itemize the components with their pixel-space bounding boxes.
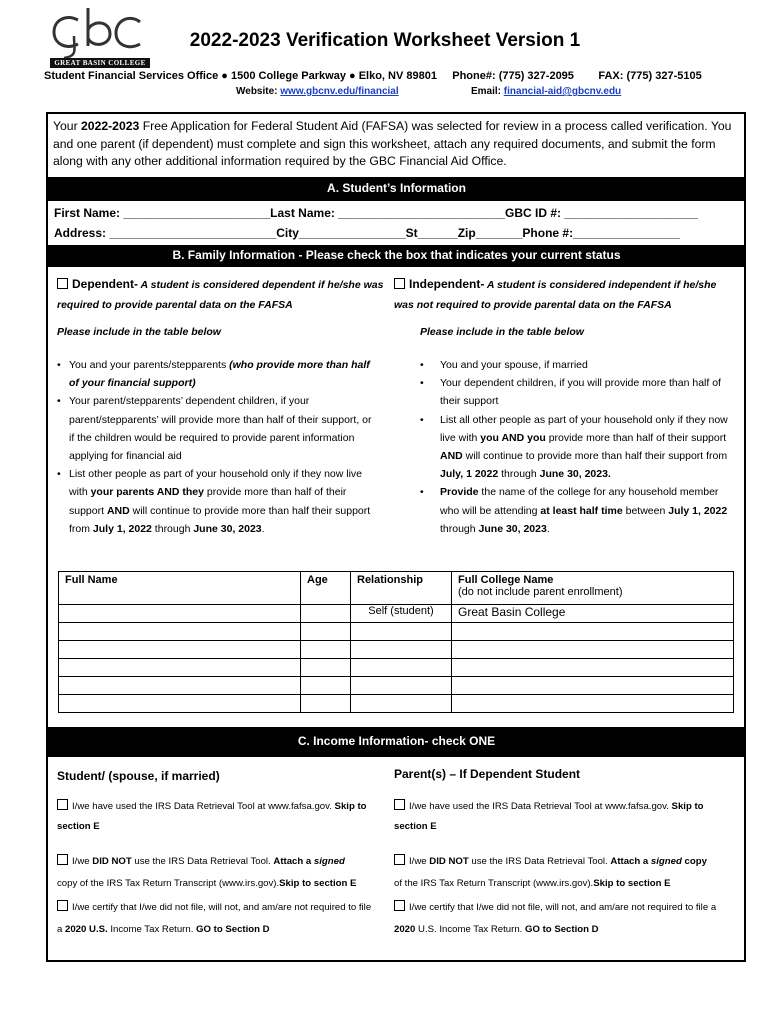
col-full-name: Full Name [59, 572, 301, 605]
page-title: 2022-2023 Verification Worksheet Version 1 [189, 30, 581, 51]
student-option-transcript: I/we DID NOT use the IRS Data Retrieval Tool. Attach a signed copy of the IRS Tax Return Transcript (www.irs.gov).Skip to section E [57, 856, 357, 889]
parent-option-transcript: I/we DID NOT use the IRS Data Retrieval Tool. Attach a signed copy of the IRS Tax Return Transcript (www.irs.gov).Skip to section E [394, 856, 707, 889]
intro-paragraph [53, 118, 741, 171]
col-relationship: Relationship [351, 572, 452, 605]
parent-option-nonfiler: I/we certify that I/we did not file, will not, and am/are not required to file a 2020 U.S. Income Tax Return. GO to Section D [394, 902, 717, 935]
dependent-label: Dependent- [72, 277, 138, 291]
email-label: Email: [471, 86, 502, 97]
independent-bullets [418, 356, 736, 538]
independent-desc: A student is considered independent if he/she was not required to provide parental data on the FAFSA [394, 279, 717, 311]
list-item: • You and your spouse, if married [418, 356, 736, 374]
table-row[interactable] [59, 641, 734, 659]
col-age: Age [301, 572, 351, 605]
student-drt-checkbox[interactable] [57, 799, 68, 810]
office-phone: Phone#: (775) 327-2095 [452, 70, 574, 82]
student-name-fields[interactable]: First Name: ______________________Last Name: _________________________GBC ID #: ____________________ [54, 206, 698, 220]
logo-band: GREAT BASIN COLLEGE [50, 58, 150, 68]
independent-option [394, 274, 739, 315]
table-header-row [59, 572, 734, 605]
dependent-desc: A student is considered dependent if he/she was required to provide parental data on the FAFSA [57, 279, 384, 311]
parent-transcript-checkbox[interactable] [394, 854, 405, 865]
col-college: Full College Name (do not include parent enrollment) [452, 572, 734, 605]
table-row[interactable] [59, 659, 734, 677]
student-nonfiler-checkbox[interactable] [57, 900, 68, 911]
section-b-header: B. Family Information - Please check the box that indicates your current status [48, 245, 745, 267]
list-item: • Your dependent children, if you will provide more than half of their support [418, 374, 736, 410]
list-item: • List all other people as part of your household only if they now live with you AND you provide more than half of their support AND will continue to provide more than half their support from July, 1 2022 through June 30, 2023. [418, 411, 736, 484]
table-row[interactable] [59, 605, 734, 623]
table-row[interactable] [59, 677, 734, 695]
dependent-bullets [57, 356, 379, 538]
student-transcript-checkbox[interactable] [57, 854, 68, 865]
office-contact-line [44, 70, 702, 82]
row-relationship: Self (student) [351, 605, 452, 623]
parent-drt-checkbox[interactable] [394, 799, 405, 810]
parent-option-drt: I/we have used the IRS Data Retrieval Tool at www.fafsa.gov. Skip to section E [394, 801, 704, 832]
student-address-fields[interactable]: Address: _________________________City________________St______Zip_______Phone #:________________ [54, 226, 680, 240]
list-item: • Provide the name of the college for any household member who will be attending at least half time between July 1, 2022 through June 30, 2023. [418, 483, 736, 538]
table-row[interactable] [59, 695, 734, 713]
intro-rest: Free Application for Federal Student Aid (FAFSA) was selected for review in a process called verification. You and one parent (if dependent) must complete and sign this worksheet, attach any required documents, and submit the form along with any other additional information required by the GBC Financial Aid Office. [53, 119, 732, 168]
parent-income-heading: Parent(s) – If Dependent Student [394, 767, 581, 781]
office-address: Student Financial Services Office ● 1500 College Parkway ● Elko, NV 89801 [44, 70, 437, 82]
dependent-checkbox[interactable] [57, 278, 68, 289]
independent-checkbox[interactable] [394, 278, 405, 289]
section-a-header: A. Student’s Information [48, 177, 745, 201]
household-table [58, 571, 734, 713]
intro-year: 2022-2023 [81, 119, 140, 133]
dependent-option [57, 274, 387, 315]
student-income-heading: Student/ (spouse, if married) [57, 769, 220, 783]
list-item: • You and your parents/stepparents (who provide more than half of your financial support) [57, 356, 379, 392]
student-option-drt: I/we have used the IRS Data Retrieval Tool at www.fafsa.gov. Skip to section E [57, 801, 367, 832]
dependent-include-note: Please include in the table below [57, 326, 221, 338]
parent-nonfiler-checkbox[interactable] [394, 900, 405, 911]
row-college: Great Basin College [452, 605, 734, 623]
list-item: • List other people as part of your household only if they now live with your parents AND they provide more than half of their support AND will continue to provide more than half their support from July 1, 2022 through June 30, 2023. [57, 465, 379, 538]
website-label: Website: [236, 86, 278, 97]
independent-include-note: Please include in the table below [420, 326, 584, 338]
list-item: • Your parent/stepparents’ dependent children, if your parent/stepparents’ will provide more than half of their support, or if the children would be required to provide parent information applying for financial aid [57, 392, 379, 465]
independent-label: Independent- [409, 277, 485, 291]
email-link[interactable]: financial-aid@gbcnv.edu [503, 86, 622, 97]
table-row[interactable] [59, 623, 734, 641]
office-fax: FAX: (775) 327-5105 [598, 70, 702, 82]
website-line [236, 86, 399, 97]
section-c-header: C. Income Information- check ONE [48, 727, 745, 757]
intro-pre: Your [53, 119, 82, 133]
website-link[interactable]: www.gbcnv.edu/financial [280, 86, 399, 97]
email-line [471, 86, 621, 97]
student-option-nonfiler: I/we certify that I/we did not file, will not, and am/are not required to file a 2020 U.S. Income Tax Return. GO to Section D [57, 902, 372, 935]
